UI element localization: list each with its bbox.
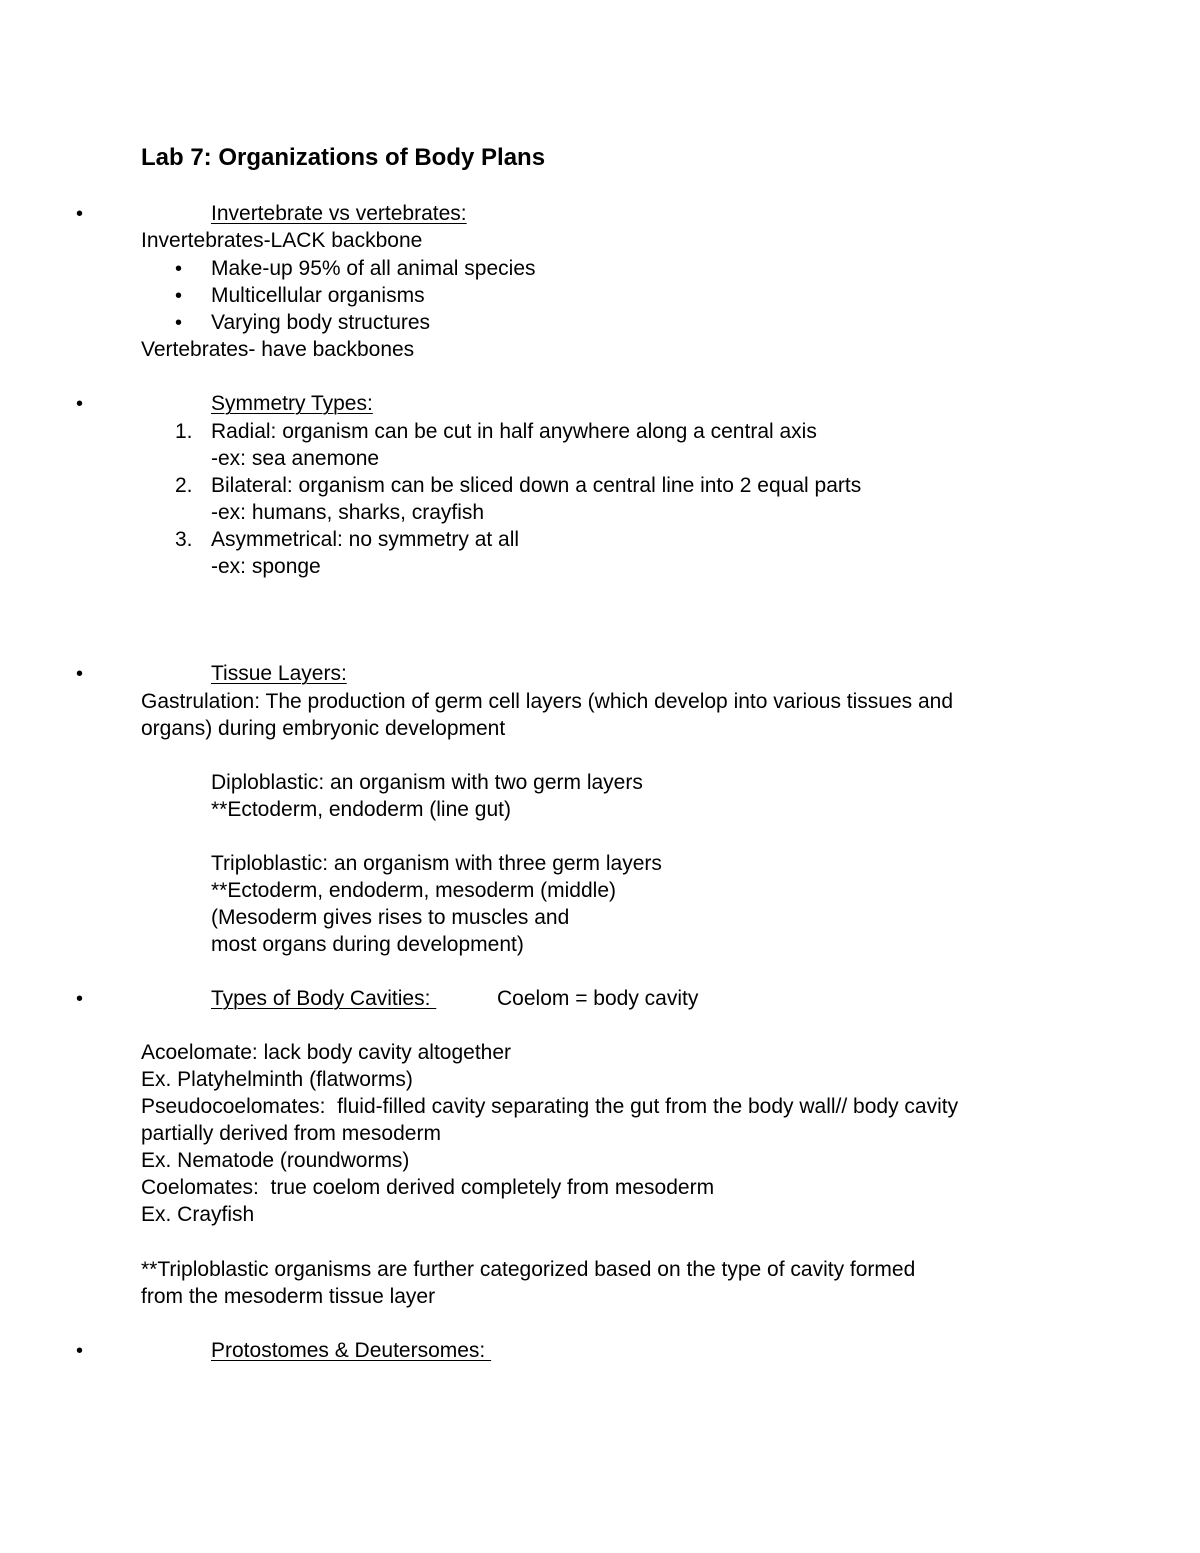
paragraph-line: (Mesoderm gives rises to muscles and <box>211 906 570 929</box>
list-bullet: • <box>175 285 183 307</box>
page-title: Lab 7: Organizations of Body Plans <box>141 144 546 171</box>
section-bullet: • <box>76 1340 84 1362</box>
list-item: Multicellular organisms <box>211 284 425 307</box>
paragraph-line: organs) during embryonic development <box>141 717 506 740</box>
paragraph-line: Ex. Crayfish <box>141 1203 255 1226</box>
section-heading-invertebrates: Invertebrate vs vertebrates: <box>211 202 467 225</box>
list-item: Bilateral: organism can be sliced down a central line into 2 equal parts <box>211 474 862 497</box>
paragraph-line: Ex. Nematode (roundworms) <box>141 1149 410 1172</box>
list-bullet: • <box>175 312 183 334</box>
section-bullet: • <box>76 203 84 225</box>
paragraph-line: Ex. Platyhelminth (flatworms) <box>141 1068 413 1091</box>
cavities-aside: Coelom = body cavity <box>497 987 699 1010</box>
list-item: Make-up 95% of all animal species <box>211 257 536 280</box>
section-bullet: • <box>76 663 84 685</box>
list-item-example: -ex: sea anemone <box>211 447 380 470</box>
section-bullet: • <box>76 393 84 415</box>
list-item: Varying body structures <box>211 311 431 334</box>
list-number: 3. <box>175 528 193 551</box>
paragraph-line: Gastrulation: The production of germ cell layers (which develop into various tissues and <box>141 690 954 713</box>
list-item: Asymmetrical: no symmetry at all <box>211 528 520 551</box>
section-bullet: • <box>76 988 84 1010</box>
paragraph-line: Diploblastic: an organism with two germ layers <box>211 771 643 794</box>
list-number: 2. <box>175 474 193 497</box>
paragraph-line: **Ectoderm, endoderm, mesoderm (middle) <box>211 879 616 902</box>
paragraph-line: partially derived from mesoderm <box>141 1122 441 1145</box>
section-heading-protostomes: Protostomes & Deutersomes: <box>211 1339 492 1362</box>
paragraph-line: **Ectoderm, endoderm (line gut) <box>211 798 511 821</box>
list-bullet: • <box>175 258 183 280</box>
list-item-example: -ex: sponge <box>211 555 321 578</box>
paragraph-line: Acoelomate: lack body cavity altogether <box>141 1041 512 1064</box>
section-heading-cavities: Types of Body Cavities: <box>211 987 437 1010</box>
paragraph-line: Pseudocoelomates: fluid-filled cavity separating the gut from the body wall// body cavity <box>141 1095 959 1118</box>
paragraph-line: Triploblastic: an organism with three germ layers <box>211 852 662 875</box>
note-line: **Triploblastic organisms are further categorized based on the type of cavity formed <box>141 1258 916 1281</box>
list-item-example: -ex: humans, sharks, crayfish <box>211 501 485 524</box>
note-line: from the mesoderm tissue layer <box>141 1285 436 1308</box>
vertebrates-line: Vertebrates- have backbones <box>141 338 415 361</box>
paragraph-line: most organs during development) <box>211 933 524 956</box>
paragraph-line: Coelomates: true coelom derived completely from mesoderm <box>141 1176 715 1199</box>
section-heading-symmetry: Symmetry Types: <box>211 392 373 415</box>
list-item: Radial: organism can be cut in half anywhere along a central axis <box>211 420 817 443</box>
invertebrates-intro: Invertebrates-LACK backbone <box>141 229 423 252</box>
list-number: 1. <box>175 420 193 443</box>
section-heading-tissue: Tissue Layers: <box>211 662 347 685</box>
